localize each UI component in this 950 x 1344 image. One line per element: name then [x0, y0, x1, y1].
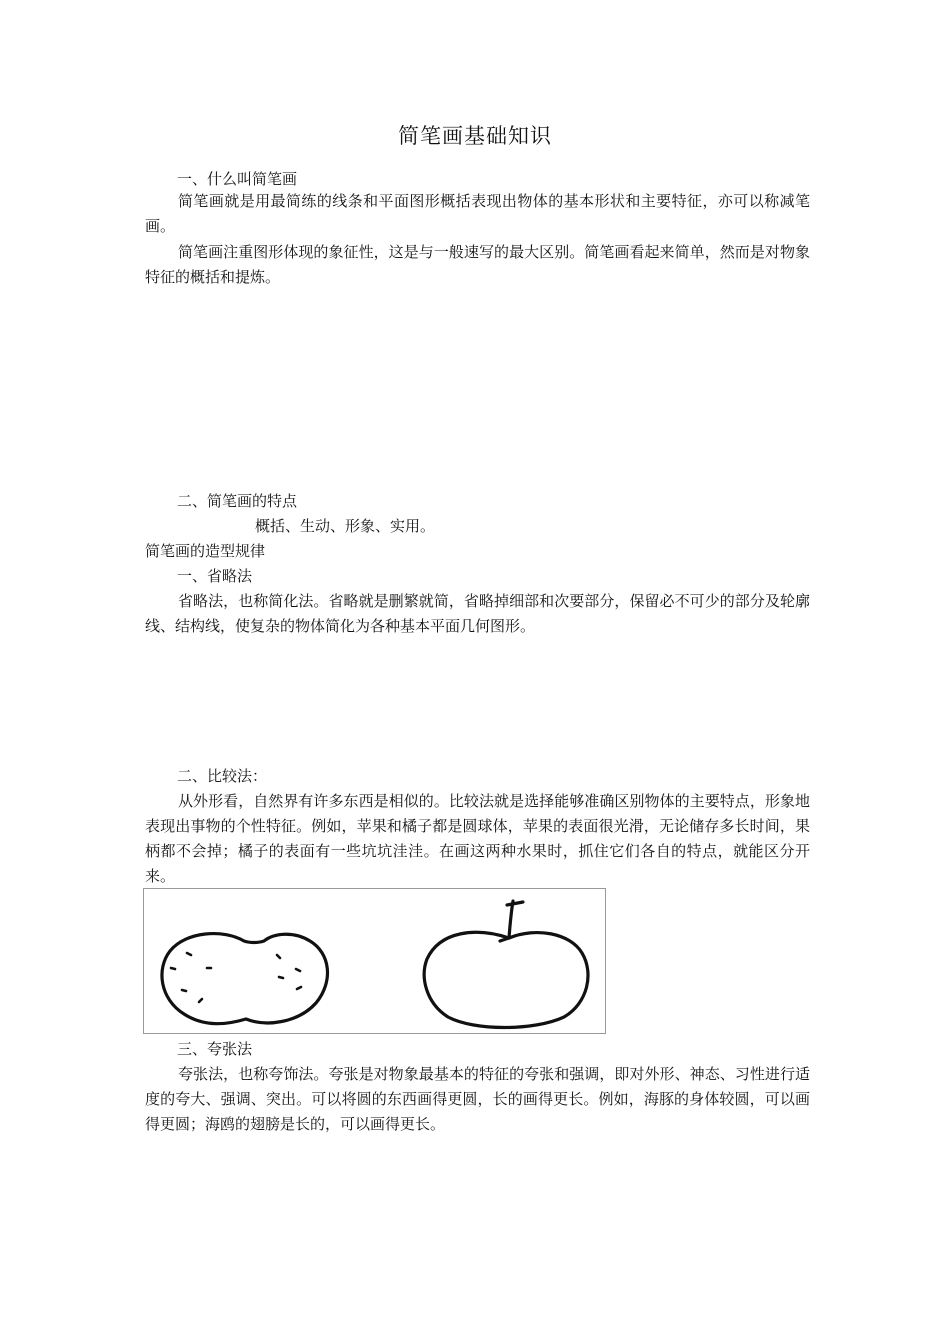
orange-drawing [162, 934, 328, 1024]
paragraph-definition: 简笔画就是用最简练的线条和平面图形概括表现出物体的基本形状和主要特征，亦可以称减笔画。 [145, 192, 810, 235]
section-heading-features: 二、简笔画的特点 [177, 492, 298, 510]
section-heading-what-is: 一、什么叫简笔画 [177, 170, 298, 188]
rule-heading-comparison: 二、比较法： [177, 767, 268, 785]
fruit-comparison-figure [143, 888, 606, 1034]
features-list: 概括、生动、形象、实用。 [255, 517, 436, 535]
document-title: 简笔画基础知识 [398, 124, 552, 148]
orange-peel-dots [171, 953, 301, 1002]
rule-heading-exaggeration: 三、夸张法 [177, 1040, 253, 1058]
fruit-drawing [144, 889, 605, 1033]
apple-drawing [424, 901, 588, 1028]
rule-heading-omission: 一、省略法 [177, 567, 253, 585]
paragraph-comparison: 从外形看，自然界有许多东西是相似的。比较法就是选择能够准确区别物体的主要特点，形象地表现出事物的个性特征。例如，苹果和橘子都是圆球体，苹果的表面很光滑，无论储存多长时间，果柄都不会掉；橘子的表面有一些坑坑洼洼。在画这两种水果时，抓住它们各自的特点，就能区分开来。 [145, 792, 810, 885]
paragraph-exaggeration: 夸张法，也称夸饰法。夸张是对物象最基本的特征的夸张和强调，即对外形、神态、习性进行适度的夸大、强调、突出。可以将圆的东西画得更圆，长的画得更长。例如，海豚的身体较圆，可以画得更圆；海鸥的翅膀是长的，可以画得更长。 [145, 1065, 810, 1133]
section-heading-rules: 简笔画的造型规律 [145, 542, 266, 560]
paragraph-omission: 省略法，也称简化法。省略就是删繁就简，省略掉细部和次要部分，保留必不可少的部分及轮廓线、结构线，使复杂的物体简化为各种基本平面几何图形。 [145, 592, 810, 635]
paragraph-symbolism: 简笔画注重图形体现的象征性，这是与一般速写的最大区别。简笔画看起来简单，然而是对物象特征的概括和提炼。 [145, 243, 810, 286]
